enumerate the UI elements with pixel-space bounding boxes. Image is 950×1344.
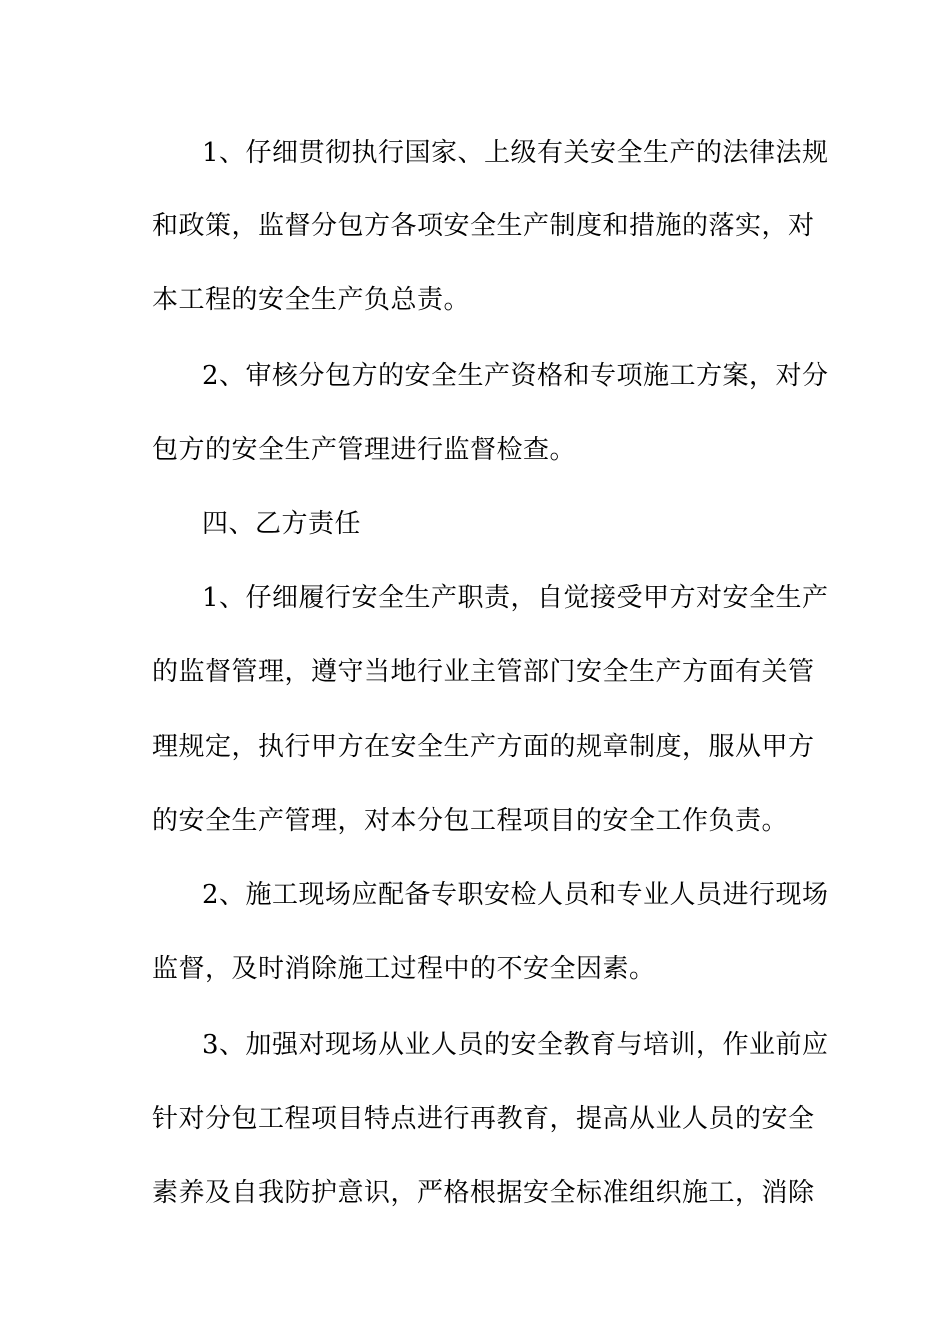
paragraph-3-line-2: 的监督管理，遵守当地行业主管部门安全生产方面有关管: [152, 657, 815, 687]
paragraph-4-line-2: 监督，及时消除施工过程中的不安全因素。: [152, 954, 656, 984]
paragraph-1-line-2: 和政策，监督分包方各项安全生产制度和措施的落实，对: [152, 211, 815, 241]
paragraph-3-line-4: 的安全生产管理，对本分包工程项目的安全工作负责。: [152, 806, 789, 836]
paragraph-5-line-3: 素养及自我防护意识，严格根据安全标准组织施工，消除: [152, 1178, 815, 1208]
paragraph-4-line-1: 2、施工现场应配备专职安检人员和专业人员进行现场: [202, 880, 829, 910]
paragraph-2-line-2: 包方的安全生产管理进行监督检查。: [152, 435, 577, 465]
paragraph-5-line-2: 针对分包工程项目特点进行再教育，提高从业人员的安全: [152, 1104, 815, 1134]
paragraph-3-line-3: 理规定，执行甲方在安全生产方面的规章制度，服从甲方: [152, 732, 815, 762]
paragraph-1-line-1: 1、仔细贯彻执行国家、上级有关安全生产的法律法规: [202, 138, 829, 168]
paragraph-3-line-1: 1、仔细履行安全生产职责，自觉接受甲方对安全生产: [202, 583, 829, 613]
paragraph-2-line-1: 2、审核分包方的安全生产资格和专项施工方案，对分: [202, 361, 829, 391]
section-heading: 四、乙方责任: [202, 509, 362, 539]
paragraph-1-line-3: 本工程的安全生产负总责。: [152, 285, 471, 315]
paragraph-5-line-1: 3、加强对现场从业人员的安全教育与培训，作业前应: [202, 1030, 829, 1060]
